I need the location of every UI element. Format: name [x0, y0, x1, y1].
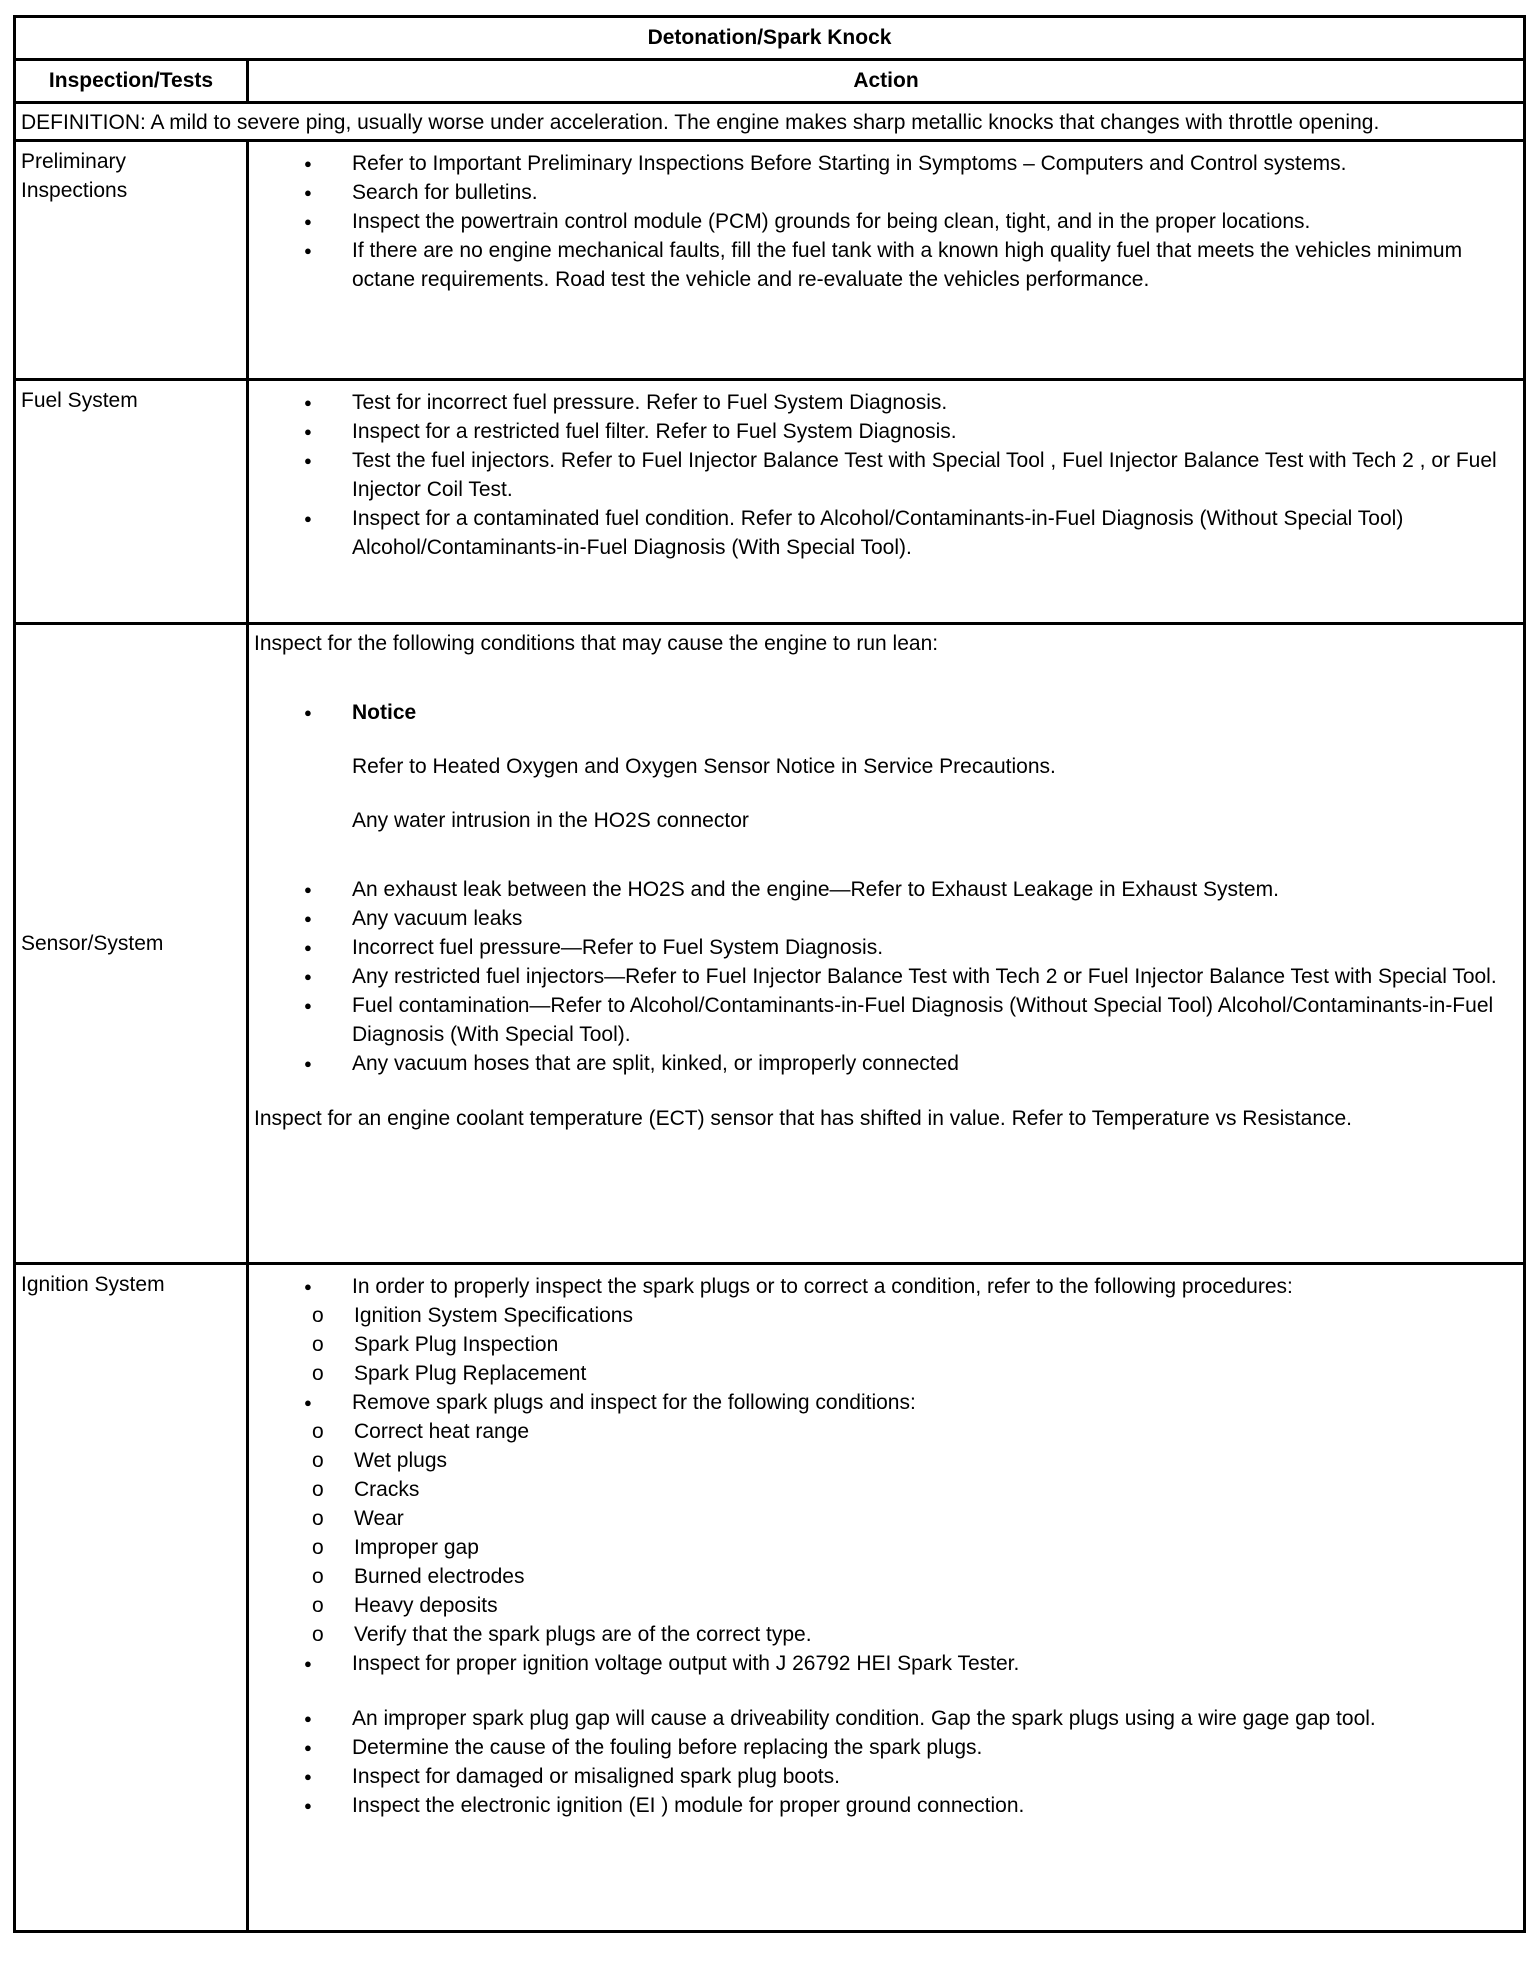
list-item: ● Search for bulletins. [254, 178, 1515, 207]
sub-item: o Spark Plug Inspection [254, 1330, 1515, 1359]
row-action-preliminary [248, 141, 1525, 380]
sub-item: o Cracks [254, 1475, 1515, 1504]
header-row [15, 60, 1525, 103]
table-title: Detonation/Spark Knock [15, 17, 1525, 60]
row-action-fuel [248, 380, 1525, 624]
row-label-ignition: Ignition System [15, 1264, 248, 1932]
list-item: ● Inspect for proper ignition voltage output with J 26792 HEI Spark Tester. [254, 1649, 1515, 1678]
list-item: ● Fuel contamination—Refer to Alcohol/Contaminants-in-Fuel Diagnosis (Without Special Tool) Alcohol/Contaminants-in-Fuel Diagnosis (With Special Tool). [254, 991, 1515, 1049]
list-item: ● An improper spark plug gap will cause a driveability condition. Gap the spark plugs using a wire gage gap tool. [254, 1704, 1515, 1733]
list-item: ● Inspect for a contaminated fuel condition. Refer to Alcohol/Contaminants-in-Fuel Diagnosis (Without Special Tool) Alcohol/Contaminants-in-Fuel Diagnosis (With Special Tool). [254, 504, 1515, 562]
sensor-intro: Inspect for the following conditions that may cause the engine to run lean: [254, 632, 939, 655]
sub-item: o Correct heat range [254, 1417, 1515, 1446]
row-action-ignition [248, 1264, 1525, 1932]
sub-item: o Spark Plug Replacement [254, 1359, 1515, 1388]
list-item: ● Determine the cause of the fouling before replacing the spark plugs. [254, 1733, 1515, 1762]
list-item: ● Inspect for damaged or misaligned spark plug boots. [254, 1762, 1515, 1791]
header-action: Action [248, 60, 1525, 103]
list-item: ● Inspect for a restricted fuel filter. Refer to Fuel System Diagnosis. [254, 417, 1515, 446]
list-item: ● Any vacuum hoses that are split, kinked, or improperly connected [254, 1049, 1515, 1078]
table-row-sensor [15, 624, 1525, 1264]
ignition-b2: Remove spark plugs and inspect for the following conditions: [352, 1391, 916, 1414]
definition-text: DEFINITION: A mild to severe ping, usually worse under acceleration. The engine makes sharp metallic knocks that changes with throttle opening. [15, 103, 1525, 141]
header-inspection-tests: Inspection/Tests [15, 60, 248, 103]
list-item: ● Incorrect fuel pressure—Refer to Fuel System Diagnosis. [254, 933, 1515, 962]
row-action-sensor [248, 624, 1525, 1264]
list-item [254, 1272, 1515, 1388]
list-item [254, 1388, 1515, 1649]
sub-item: o Improper gap [254, 1533, 1515, 1562]
sub-item: o Heavy deposits [254, 1591, 1515, 1620]
list-item: ● Test the fuel injectors. Refer to Fuel Injector Balance Test with Special Tool , Fuel Injector Balance Test with Tech 2 , or Fuel Injector Coil Test. [254, 446, 1515, 504]
ignition-b1: In order to properly inspect the spark plugs or to correct a condition, refer to the following procedures: [352, 1275, 1293, 1298]
list-item: ● An exhaust leak between the HO2S and the engine—Refer to Exhaust Leakage in Exhaust System. [254, 875, 1515, 904]
row-label-sensor: Sensor/System [15, 624, 248, 1264]
list-item: ● Inspect the electronic ignition (EI ) module for proper ground connection. [254, 1791, 1515, 1820]
notice-item: Any water intrusion in the HO2S connector [352, 809, 749, 832]
table-row-fuel [15, 380, 1525, 624]
notice-title: ● Notice [254, 698, 1515, 727]
row-label-fuel: Fuel System [15, 380, 248, 624]
list-item: ● Refer to Important Preliminary Inspections Before Starting in Symptoms – Computers and Control systems. [254, 149, 1515, 178]
definition-row [15, 103, 1525, 141]
table-row-preliminary [15, 141, 1525, 380]
list-item: ● If there are no engine mechanical faults, fill the fuel tank with a known high quality fuel that meets the vehicles minimum octane requirements. Road test the vehicle and re-evaluate the vehicles performance. [254, 236, 1515, 294]
list-item: ● Inspect the powertrain control module (PCM) grounds for being clean, tight, and in the proper locations. [254, 207, 1515, 236]
row-label-preliminary: Preliminary Inspections [15, 141, 248, 380]
sub-item: o Burned electrodes [254, 1562, 1515, 1591]
sub-item: o Wear [254, 1504, 1515, 1533]
title-row [15, 17, 1525, 60]
list-item: ● Test for incorrect fuel pressure. Refer to Fuel System Diagnosis. [254, 388, 1515, 417]
list-item: ● Any vacuum leaks [254, 904, 1515, 933]
table-row-ignition [15, 1264, 1525, 1932]
sensor-outro: Inspect for an engine coolant temperature (ECT) sensor that has shifted in value. Refer to Temperature vs Resistance. [254, 1107, 1353, 1130]
sub-item: o Wet plugs [254, 1446, 1515, 1475]
sub-item: o Verify that the spark plugs are of the correct type. [254, 1620, 1515, 1649]
diagnostic-table [13, 15, 1526, 1933]
list-item: ● Any restricted fuel injectors—Refer to Fuel Injector Balance Test with Tech 2 or Fuel Injector Balance Test with Special Tool. [254, 962, 1515, 991]
notice-text: Refer to Heated Oxygen and Oxygen Sensor Notice in Service Precautions. [352, 755, 1056, 778]
sub-item: o Ignition System Specifications [254, 1301, 1515, 1330]
diagnostic-sheet [13, 15, 1523, 1933]
